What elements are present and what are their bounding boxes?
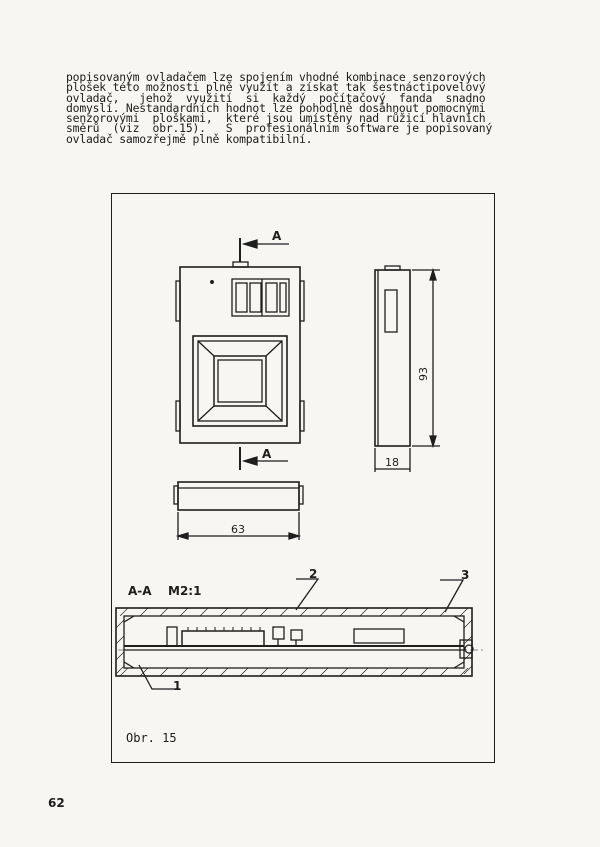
section-title: A-A (128, 584, 152, 598)
section-arrow-label: A (262, 447, 272, 461)
width-dimension-label: 63 (231, 523, 245, 536)
figure-caption: Obr. 15 (126, 731, 177, 745)
paragraph-line: ovladač samozřejmě plně kompatibilní. (66, 131, 313, 146)
section-arrow-label: A (272, 229, 282, 243)
paragraph-line: popisovaným ovladačem lze spojením vhodné kombinace senzorových (66, 70, 486, 84)
scale-label: M2:1 (168, 584, 202, 598)
side-view (375, 266, 440, 472)
paragraph-line: směrů (viz obr.15). S profesionálním software je popisovaný (66, 121, 493, 136)
page-number: 62 (48, 796, 65, 810)
callout-label: 2 (309, 567, 318, 581)
paragraph-line: plošek této možnosti plně využít a získat tak šestnáctipovelový (66, 80, 486, 95)
front-view (176, 238, 304, 470)
depth-dimension-label: 18 (385, 456, 399, 469)
paragraph-line: domyslí. Nestandardních hodnot lze pohodlně dosáhnout pomocnými (66, 100, 486, 115)
callout-label: 1 (173, 679, 182, 693)
paragraph-line: senzorovými ploškami, které jsou umístěny nad růžicí hlavních (66, 111, 486, 126)
callout-label: 3 (461, 568, 470, 582)
height-dimension-label: 93 (417, 367, 430, 381)
paragraph-line: ovladač, jehož využití si každý počítačový fanda snadno (66, 90, 486, 105)
